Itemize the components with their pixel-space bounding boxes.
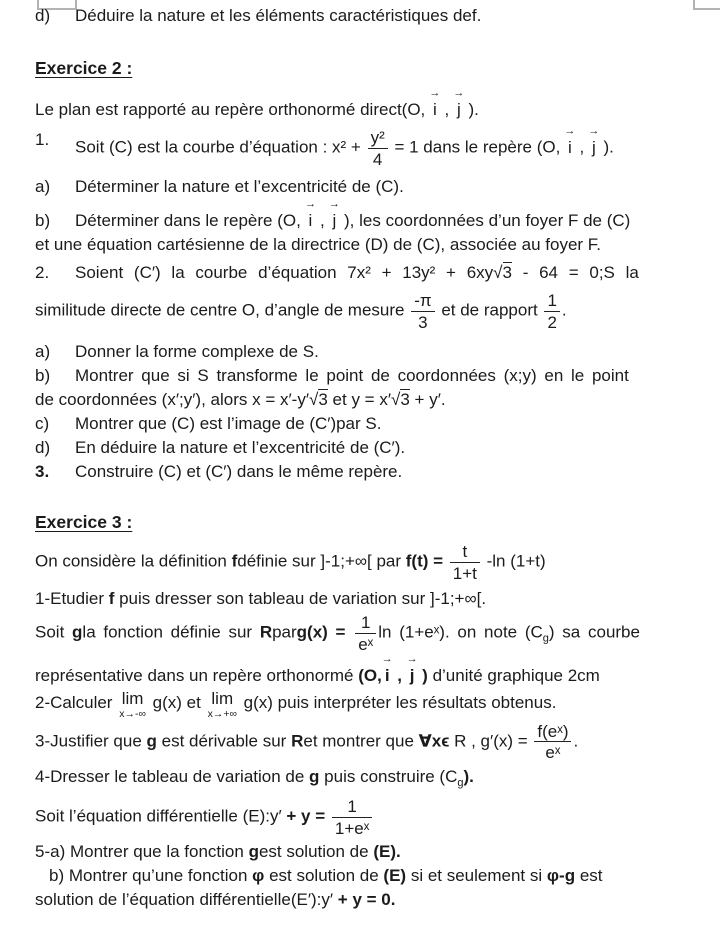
radical-sign: √ [309, 390, 319, 410]
text-segment: est dérivable sur [156, 731, 292, 751]
vector-arrow-icon: → [304, 198, 316, 211]
text-segment: + y = 0. [337, 890, 396, 910]
radicand: 3 [502, 263, 512, 283]
math-fraction [544, 291, 559, 332]
item-text [75, 198, 712, 233]
math-fraction [332, 797, 372, 838]
fraction-denominator: 3 [411, 311, 434, 333]
text-segment: d’unité graphique 2cm [427, 666, 600, 686]
item-marker: a) [35, 342, 51, 362]
text-segment: , [392, 666, 407, 686]
item-marker: d) [35, 438, 51, 458]
item-marker: d) [35, 6, 51, 25]
question-5b-continuation [35, 888, 712, 912]
vector-base: j [332, 211, 337, 231]
text-segment: représentative dans un repère orthonormé [35, 666, 359, 686]
text-segment: par [272, 622, 297, 642]
question-5a [35, 840, 712, 864]
item-marker: c) [35, 414, 50, 434]
text-segment: ). [598, 137, 614, 157]
text-segment: ln (1+eˣ). on note (C [378, 622, 543, 642]
vector-j [453, 87, 465, 122]
function-name-f: f [231, 551, 238, 571]
item-text: Donner la forme complexe de S. [75, 342, 319, 362]
vector-arrow-icon: → [453, 87, 465, 99]
function-name-f: f [108, 589, 115, 609]
text-segment: Soit (C) est la courbe d’équation : x² + [75, 137, 366, 157]
function-name-g: g [309, 766, 320, 786]
limit-notation [119, 690, 146, 720]
text-segment: On considère la définition [35, 551, 232, 571]
list-item-d-intro [35, 4, 712, 28]
square-root [309, 389, 328, 409]
exercise-2-heading: Exercice 2 : [35, 58, 133, 78]
limit-subscript: x→-∞ [119, 708, 146, 721]
text-segment: . [561, 300, 567, 320]
list-item-2d [35, 436, 712, 460]
item-text: Montrer que (C) est l’image de (C′)par S. [75, 414, 382, 434]
text-segment: -ln (1+t) [481, 551, 546, 571]
phi-symbol: φ [252, 866, 265, 886]
fraction-numerator: y² [370, 128, 385, 147]
question-5b [35, 864, 712, 888]
text-segment: g(x) puis interpréter les résultats obtenus. [238, 693, 557, 713]
text-segment: (E) [383, 866, 407, 886]
text-segment: ), les coordonnées d’un foyer F de (C) [339, 211, 631, 231]
text-segment: , [315, 211, 330, 231]
text-segment: est solution de [258, 842, 374, 862]
list-item-a [35, 175, 712, 199]
function-name-g: g [248, 842, 259, 862]
set-r-symbol: R [291, 731, 304, 751]
limit-word: lim [121, 689, 144, 709]
function-g-definition [35, 613, 712, 654]
text-segment: de coordonnées (x′;y′), alors x = x′-y′ [35, 390, 310, 410]
text-segment: 4-Dresser le tableau de variation de [35, 766, 310, 786]
fraction-denominator: 1+eˣ [332, 817, 372, 839]
text-segment: Soient (C′) la courbe d’équation 7x² + 13y² + 6xy [75, 263, 494, 283]
fraction-denominator: 4 [368, 148, 388, 170]
math-fraction [355, 613, 376, 654]
radical-sign: √ [391, 390, 401, 410]
subscript-g: g [457, 776, 464, 789]
vector-i [304, 198, 316, 233]
text-segment: et y = x′ [327, 390, 392, 410]
item-marker: b) [35, 366, 51, 386]
vector-arrow-icon: → [406, 653, 418, 666]
text-segment: - 64 = 0;S la [511, 263, 639, 283]
text-segment: R , g′(x) = [449, 731, 533, 751]
item-text: En déduire la nature et l’excentricité de (C′). [75, 438, 406, 458]
text-segment: et de rapport [436, 300, 543, 320]
question-4-variation-table [35, 765, 712, 795]
vector-base: i [384, 666, 390, 686]
text-segment: 2-Calculer [35, 693, 118, 713]
math-fraction [450, 542, 480, 583]
vector-base: j [591, 137, 596, 157]
list-item-b [35, 198, 712, 233]
text-segment: puis construire (C [319, 766, 458, 786]
text-segment: + y′. [409, 390, 446, 410]
question-2-limits [35, 690, 712, 720]
text-segment: f(t) = [405, 551, 448, 571]
text-segment: est [575, 866, 603, 886]
text-segment: similitude directe de centre O, d’angle de mesure [35, 300, 410, 320]
math-fraction [368, 128, 388, 169]
list-item-2b [35, 364, 712, 388]
vector-i [564, 124, 576, 160]
text-segment: Le plan est rapporté au repère orthonormé direct(O, [35, 100, 430, 119]
square-root [391, 389, 410, 409]
vector-j [328, 198, 340, 233]
list-item-3 [35, 460, 712, 484]
item-text [75, 124, 712, 169]
text-segment: ). [463, 100, 479, 119]
text-segment: est solution de [264, 866, 384, 886]
text-segment: . [573, 731, 579, 751]
item-text [75, 261, 712, 285]
list-item-2a [35, 340, 712, 364]
question-3-derivative [35, 722, 712, 763]
fraction-denominator: 2 [544, 311, 559, 333]
text-segment: et montrer que [303, 731, 419, 751]
text-segment: 3-Justifier que [35, 731, 147, 751]
text-segment: la fonction définie sur [82, 622, 260, 642]
fraction-numerator: 1 [347, 796, 357, 816]
vector-i [429, 87, 441, 122]
text-segment: 5-a) Montrer que la fonction [35, 842, 249, 862]
item-marker: b) [35, 211, 51, 231]
text-segment: = 1 dans le repère (O, [389, 137, 566, 157]
text-segment: Déterminer dans le repère (O, [75, 211, 306, 231]
text-segment: b) Montrer qu’une fonction [49, 866, 253, 886]
math-fraction [534, 722, 571, 763]
function-g-definition-continuation [35, 653, 712, 688]
vector-base: j [409, 666, 415, 686]
fraction-denominator: eˣ [355, 633, 376, 655]
item-marker: 3. [35, 462, 50, 482]
item-marker: 1. [35, 130, 50, 149]
text-segment: Soit [35, 622, 73, 642]
list-item-2-curve-cprime [35, 261, 712, 285]
vector-i [381, 653, 393, 688]
fraction-numerator: f(eˣ) [537, 721, 569, 741]
vector-base: j [456, 100, 461, 119]
subscript-g: g [542, 632, 549, 645]
plan-statement [35, 87, 712, 122]
item-text: Déduire la nature et les éléments caractéristiques def. [75, 6, 482, 25]
fraction-numerator: t [462, 542, 468, 562]
text-segment: Soit l’équation différentielle (E):y′ [35, 806, 287, 826]
text-segment: (O, [358, 666, 382, 686]
text-segment: , [439, 100, 454, 119]
text-segment: g(x) = [296, 622, 354, 642]
text-segment: ) [417, 666, 428, 686]
text-segment: + y = [286, 806, 330, 826]
list-item-2-continuation [35, 291, 712, 332]
item-text: Déterminer la nature et l’excentricité de (C). [75, 177, 404, 197]
vector-arrow-icon: → [588, 124, 600, 137]
vector-arrow-icon: → [381, 653, 393, 666]
function-f-definition [35, 542, 712, 583]
fraction-numerator: 1 [547, 291, 557, 311]
text-segment: , [574, 137, 589, 157]
text-segment: (E). [373, 842, 401, 862]
math-fraction [411, 291, 434, 332]
list-item-2c [35, 412, 712, 436]
phi-minus-g: φ-g [546, 866, 576, 886]
item-text: Construire (C) et (C′) dans le même repère. [75, 462, 403, 482]
vector-j [588, 124, 600, 160]
forall-symbol: ∀xϵ [418, 731, 450, 751]
limit-notation [208, 690, 237, 720]
text-segment: solution de l’équation différentielle(E′):y′ [35, 890, 338, 910]
vector-base: i [568, 137, 572, 157]
question-1 [35, 587, 712, 611]
item-marker: 2. [35, 263, 50, 283]
vector-base: i [308, 211, 313, 231]
set-r-symbol: R [259, 622, 273, 642]
differential-equation [35, 797, 712, 838]
fraction-denominator: eˣ [534, 741, 571, 763]
radicand: 3 [318, 390, 328, 410]
square-root [493, 262, 512, 282]
item-text: Montrer que si S transforme le point de coordonnées (x;y) en le point [75, 366, 629, 386]
text-segment: si et seulement si [406, 866, 547, 886]
vector-arrow-icon: → [429, 87, 441, 99]
radical-sign: √ [493, 263, 503, 283]
text-segment: définie sur ]-1;+∞[ par [237, 551, 406, 571]
vector-j [406, 653, 418, 688]
radicand: 3 [400, 390, 410, 410]
list-item-1-curve-equation [35, 124, 712, 169]
vector-arrow-icon: → [564, 124, 576, 137]
list-item-b-continuation: et une équation cartésienne de la directrice (D) de (C), associée au foyer F. [35, 235, 602, 255]
text-segment: 1-Etudier [35, 589, 109, 609]
text-segment: puis dresser son tableau de variation sur ]-1;+∞[. [114, 589, 487, 609]
function-name-g: g [146, 731, 157, 751]
item-marker: a) [35, 177, 51, 197]
vector-arrow-icon: → [328, 198, 340, 211]
vector-base: i [433, 100, 437, 119]
fraction-numerator: -π [414, 291, 432, 311]
exercise-3-heading: Exercice 3 : [35, 512, 133, 533]
function-name-g: g [72, 622, 83, 642]
fraction-numerator: 1 [361, 613, 371, 633]
fraction-denominator: 1+t [450, 562, 480, 584]
text-segment: g(x) et [147, 693, 206, 713]
text-segment: ) sa courbe [548, 622, 640, 642]
list-item-2b-continuation [35, 388, 712, 412]
limit-subscript: x→+∞ [207, 708, 237, 721]
text-segment: ). [463, 766, 474, 786]
limit-word: lim [211, 689, 234, 709]
